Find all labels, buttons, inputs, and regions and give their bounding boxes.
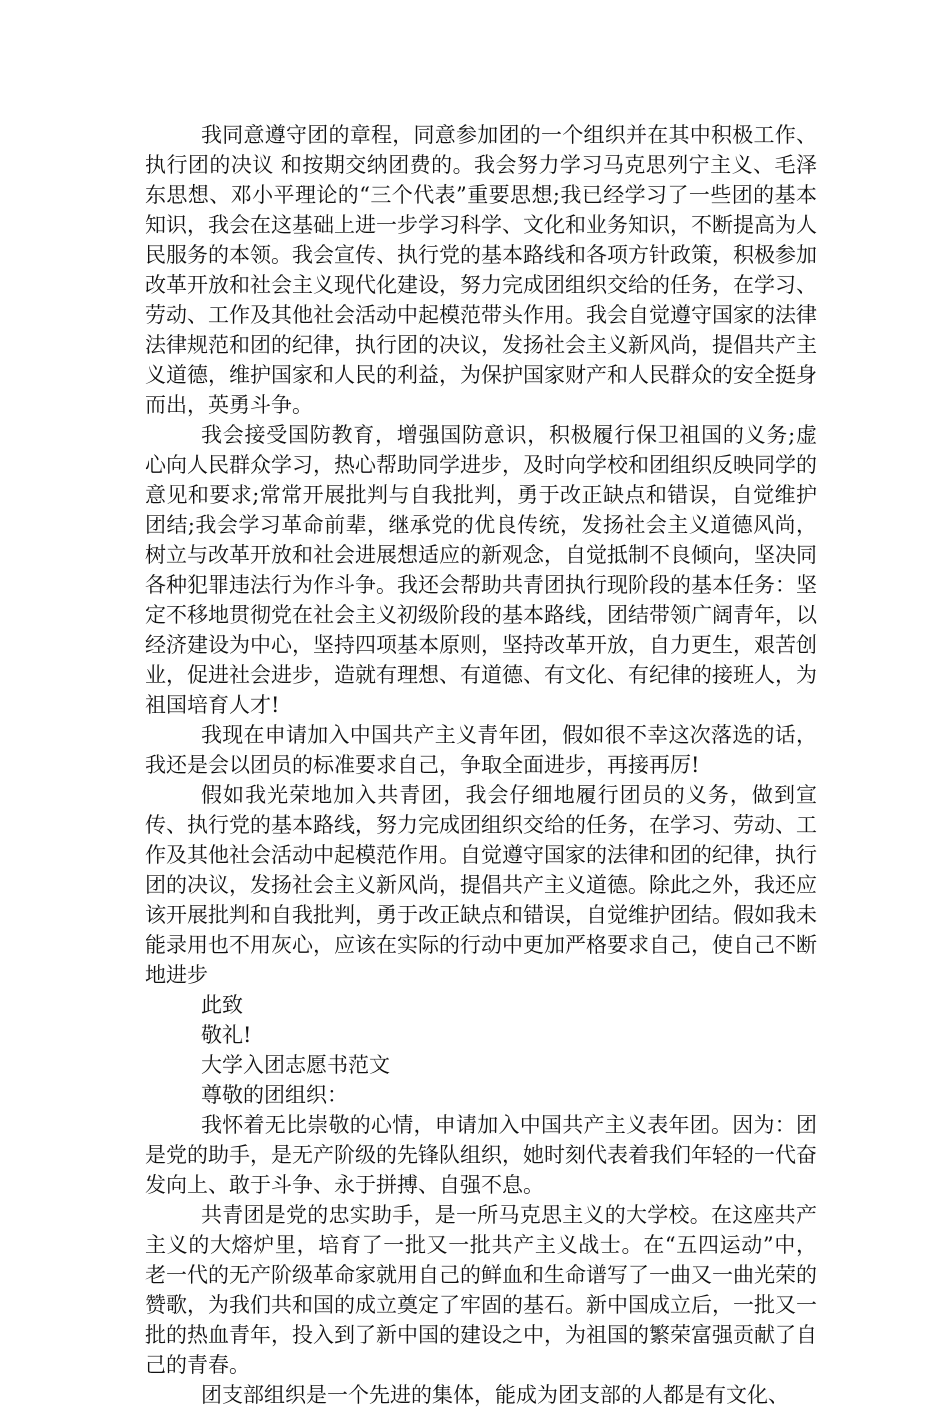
document-page	[145, 120, 817, 1410]
paragraph-7: 团支部组织是一个先进的集体，能成为团支部的人都是有文化、	[201, 1383, 789, 1407]
section-heading: 大学入团志愿书范文	[201, 1053, 390, 1077]
paragraph-4: 假如我光荣地加入共青团，我会仔细地履行团员的义务，做到宣传、执行党的基本路线，努力完成团组织交给的任务，在学习、劳动、工作及其他社会活动中起模范作用。自觉遵守国家的法律和团的纪律，执行团的决议，发扬社会主义新风尚，提倡共产主义道德。除此之外，我还应该开展批判和自我批判，勇于改正缺点和错误，自觉维护团结。假如我未能录用也不用灰心，应该在实际的行动中更加严格要求自己，使自己不断地进步	[145, 783, 817, 987]
closing-line-2: 敬礼!	[201, 1023, 252, 1047]
paragraph-6: 共青团是党的忠实助手，是一所马克思主义的大学校。在这座共产主义的大熔炉里，培育了一批又一批共产主义战士。在“五四运动”中，老一代的无产阶级革命家就用自己的鲜血和生命谱写了一曲又一曲光荣的赞歌，为我们共和国的成立奠定了牢固的基石。新中国成立后，一批又一批的热血青年，投入到了新中国的建设之中，为祖国的繁荣富强贡献了自己的青春。	[145, 1203, 817, 1377]
salutation: 尊敬的团组织：	[201, 1083, 348, 1107]
closing-line-1: 此致	[201, 993, 243, 1017]
paragraph-3: 我现在申请加入中国共产主义青年团，假如很不幸这次落选的话，我还是会以团员的标准要求自己，争取全面进步，再接再厉!	[145, 723, 817, 777]
paragraph-2: 我会接受国防教育，增强国防意识，积极履行保卫祖国的义务;虚心向人民群众学习，热心帮助同学进步，及时向学校和团组织反映同学的意见和要求;常常开展批判与自我批判，勇于改正缺点和错误，自觉维护团结;我会学习革命前辈，继承党的优良传统，发扬社会主义道德风尚，树立与改革开放和社会进展想适应的新观念，自觉抵制不良倾向，坚决同各种犯罪违法行为作斗争。我还会帮助共青团执行现阶段的基本任务：坚定不移地贯彻党在社会主义初级阶段的基本路线，团结带领广阔青年，以经济建设为中心，坚持四项基本原则，坚持改革开放，自力更生，艰苦创业，促进社会进步，造就有理想、有道德、有文化、有纪律的接班人，为祖国培育人才!	[145, 423, 817, 717]
paragraph-5: 我怀着无比崇敬的心情，申请加入中国共产主义表年团。因为：团是党的助手，是无产阶级的先锋队组织，她时刻代表着我们年轻的一代奋发向上、敢于斗争、永于拼搏、自强不息。	[145, 1113, 817, 1197]
paragraph-1: 我同意遵守团的章程，同意参加团的一个组织并在其中积极工作、执行团的决议 和按期交纳团费的。我会努力学习马克思列宁主义、毛泽东思想、邓小平理论的“三个代表”重要思想;我已经学习了一些团的基本知识，我会在这基础上进一步学习科学、文化和业务知识，不断提高为人民服务的本领。我会宣传、执行党的基本路线和各项方针政策，积极参加改革开放和社会主义现代化建设，努力完成团组织交给的任务，在学习、劳动、工作及其他社会活动中起模范带头作用。我会自觉遵守国家的法律法律规范和团的纪律，执行团的决议，发扬社会主义新风尚，提倡共产主义道德，维护国家和人民的利益，为保护国家财产和人民群众的安全挺身而出，英勇斗争。	[145, 123, 817, 417]
